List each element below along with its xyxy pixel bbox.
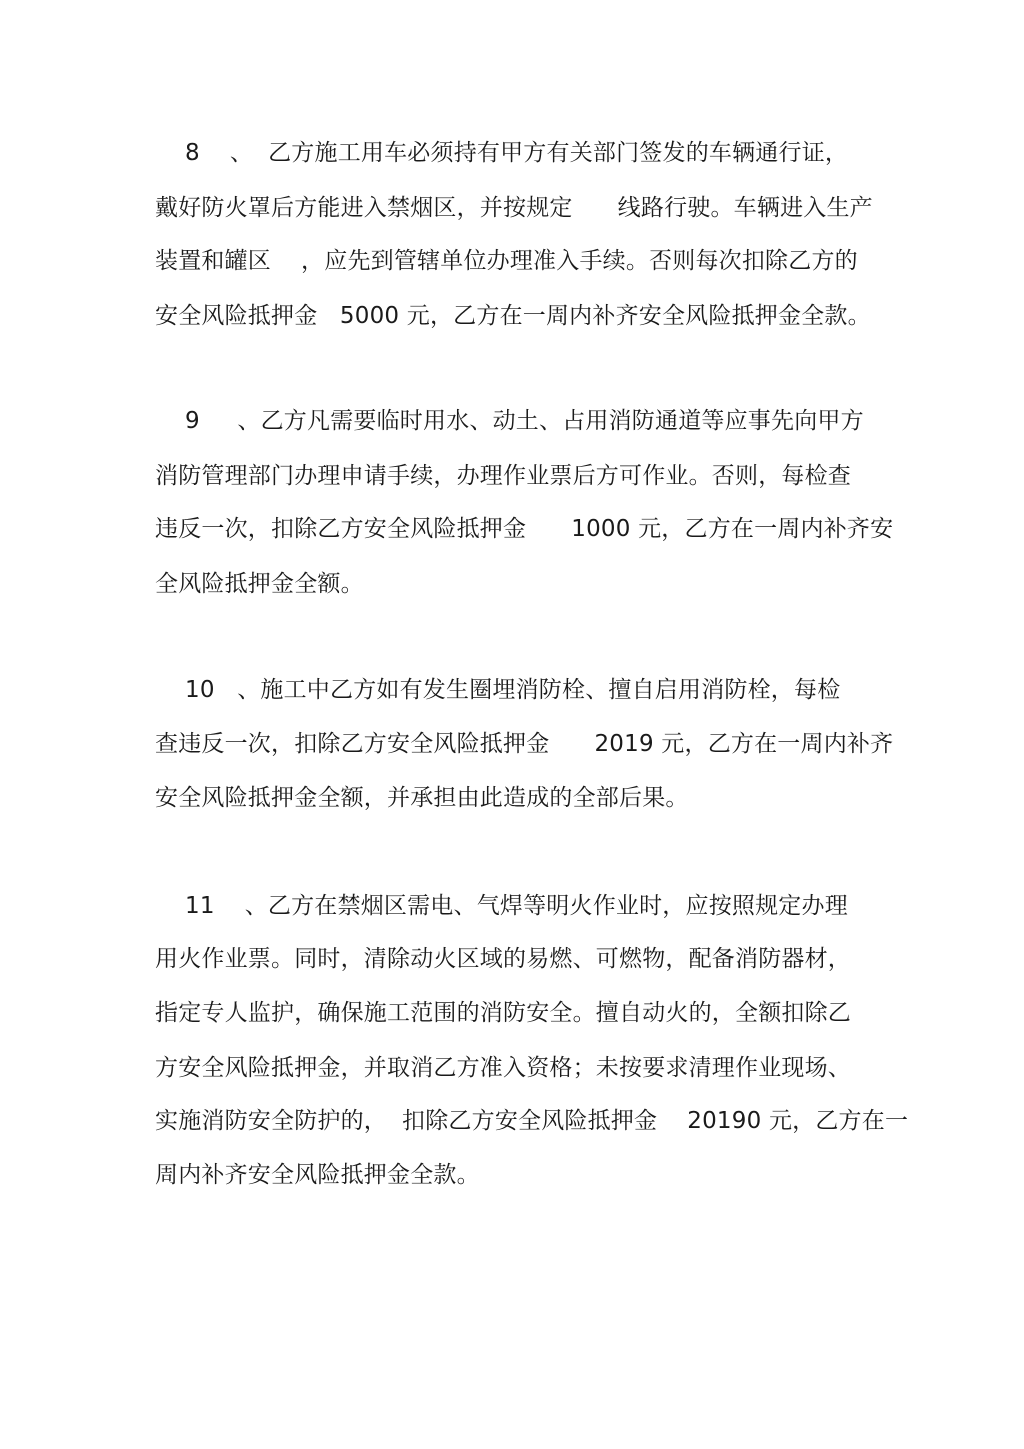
clause-11-line-4: 方安全风险抵押金，并取消乙方准入资格；未按要求清理作业现场、 <box>155 1055 851 1081</box>
clause-11-line-6: 周内补齐安全风险抵押金全款。 <box>155 1162 480 1188</box>
clause-11-line-1: 11 、乙方在禁烟区需电、气焊等明火作业时，应按照规定办理 <box>185 893 848 919</box>
clause-9-line-4: 全风险抵押金全额。 <box>155 571 364 597</box>
clause-10-line-2: 查违反一次，扣除乙方安全风险抵押金 2019 元，乙方在一周内补齐 <box>155 731 894 757</box>
clause-8-line-2: 戴好防火罩后方能进入禁烟区，并按规定 线路行驶。车辆进入生产 <box>155 195 873 221</box>
clause-11-line-2: 用火作业票。同时，清除动火区域的易燃、可燃物，配备消防器材， <box>155 946 851 972</box>
clause-8-line-1: 8 、 乙方施工用车必须持有甲方有关部门签发的车辆通行证， <box>185 140 849 166</box>
clause-9-line-2: 消防管理部门办理申请手续，办理作业票后方可作业。否则，每检查 <box>155 463 851 489</box>
clause-9-line-3: 违反一次，扣除乙方安全风险抵押金 1000 元，乙方在一周内补齐安 <box>155 516 894 542</box>
clause-10-line-3: 安全风险抵押金全额，并承担由此造成的全部后果。 <box>155 785 689 811</box>
clause-9-line-1: 9 、乙方凡需要临时用水、动土、占用消防通道等应事先向甲方 <box>185 408 864 434</box>
clause-8-line-4: 安全风险抵押金 5000 元，乙方在一周内补齐安全风险抵押金全款。 <box>155 303 871 329</box>
clause-11-line-3: 指定专人监护，确保施工范围的消防安全。擅自动火的，全额扣除乙 <box>155 1000 851 1026</box>
clause-8-line-3: 装置和罐区 ，应先到管辖单位办理准入手续。否则每次扣除乙方的 <box>155 248 858 274</box>
clause-10-line-1: 10 、施工中乙方如有发生圈埋消防栓、擅自启用消防栓，每检 <box>185 677 841 703</box>
clause-11-line-5: 实施消防安全防护的， 扣除乙方安全风险抵押金 20190 元，乙方在一 <box>155 1108 909 1134</box>
